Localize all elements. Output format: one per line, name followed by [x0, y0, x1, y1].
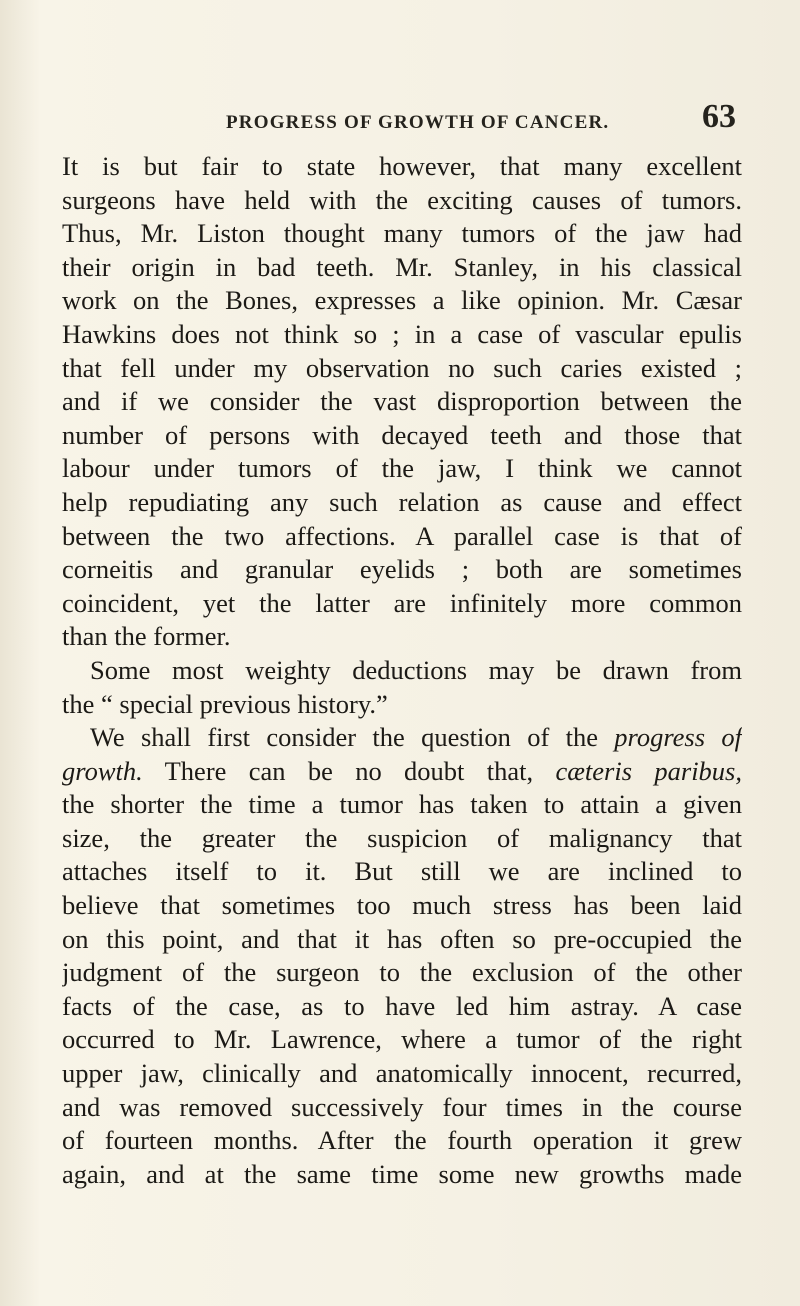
text-line: Thus, Mr. Liston thought many tumors of the jaw had — [62, 218, 742, 249]
running-head — [0, 92, 800, 135]
text-line: Some most weighty deductions may be drawn from — [90, 654, 742, 685]
italic-phrase: growth. — [62, 755, 143, 786]
text-line: Hawkins does not think so ; in a case of vascular epulis — [62, 318, 742, 349]
text-line: help repudiating any such relation as cause and effect — [62, 486, 742, 517]
text-line: their origin in bad teeth. Mr. Stanley, in his classical — [62, 251, 742, 282]
text-line: corneitis and granular eyelids ; both are sometimes — [62, 554, 742, 585]
text-line: on this point, and that it has often so pre-occupied the — [62, 923, 742, 954]
text-line: and if we consider the vast disproportion between the — [62, 386, 742, 417]
text-line: judgment of the surgeon to the exclusion of the other — [62, 957, 742, 988]
text-line: the “ special previous history.” — [62, 688, 388, 719]
text-line: facts of the case, as to have led him astray. A case — [62, 990, 742, 1021]
text-line: believe that sometimes too much stress has been laid — [62, 890, 742, 921]
text-line: It is but fair to state however, that many excellent — [62, 151, 742, 181]
text-line: surgeons have held with the exciting causes of tumors. — [62, 184, 742, 215]
text-line: again, and at the same time some new growths made — [62, 1158, 742, 1189]
text-line: number of persons with decayed teeth and those that — [62, 419, 742, 450]
text-span: We shall first consider the question of the — [90, 722, 615, 753]
text-line: work on the Bones, expresses a like opinion. Mr. Cæsar — [62, 285, 742, 316]
text-line: that fell under my observation no such caries existed ; — [62, 352, 742, 383]
text-line: labour under tumors of the jaw, I think we cannot — [62, 453, 742, 484]
text-line: upper jaw, clinically and anatomically innocent, recurred, — [62, 1058, 742, 1089]
text-line — [62, 721, 742, 755]
body-text — [62, 150, 742, 1191]
text-span: There can be no doubt that, — [142, 755, 556, 786]
italic-phrase: cæteris paribus, — [555, 755, 742, 786]
text-line — [62, 755, 742, 789]
text-line: and was removed successively four times in the course — [62, 1091, 742, 1122]
italic-phrase: progress of — [614, 722, 742, 753]
text-line: attaches itself to it. But still we are inclined to — [62, 856, 742, 887]
text-line: of fourteen months. After the fourth operation it grew — [62, 1125, 742, 1156]
page-number: 63 — [702, 98, 736, 135]
gutter-shadow — [0, 0, 40, 1306]
running-title: PROGRESS OF GROWTH OF CANCER. — [226, 112, 610, 133]
text-line: between the two affections. A parallel case is that of — [62, 520, 742, 551]
text-line: coincident, yet the latter are infinitely more common — [62, 587, 742, 618]
text-line: occurred to Mr. Lawrence, where a tumor of the right — [62, 1024, 742, 1055]
text-line: the shorter the time a tumor has taken to attain a given — [62, 789, 742, 820]
text-line: size, the greater the suspicion of malignancy that — [62, 822, 742, 853]
text-line: than the former. — [62, 621, 231, 652]
